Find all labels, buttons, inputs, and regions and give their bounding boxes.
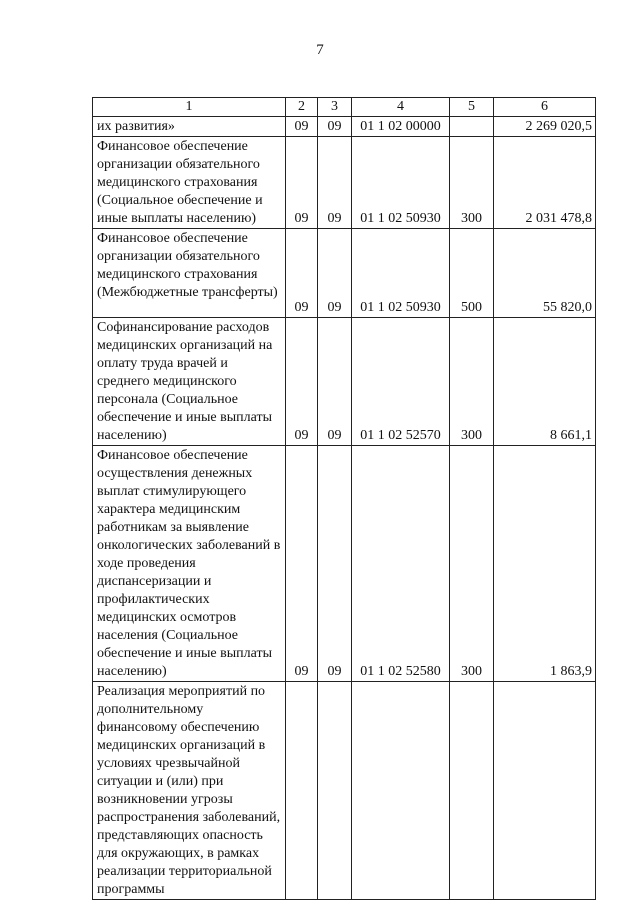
subsection-code: 09: [318, 229, 352, 318]
target-article-code: 01 1 02 50930: [352, 137, 450, 229]
subsection-code: 09: [318, 318, 352, 446]
section-code: 09: [286, 446, 318, 682]
subsection-code: 09: [318, 137, 352, 229]
expense-type-code: 300: [450, 318, 494, 446]
expense-type-code: [450, 117, 494, 137]
section-code: [286, 682, 318, 900]
target-article-code: 01 1 02 52570: [352, 318, 450, 446]
expense-name: их развития»: [93, 117, 286, 137]
header-cell: 3: [318, 98, 352, 117]
header-cell: 1: [93, 98, 286, 117]
header-cell: 5: [450, 98, 494, 117]
expense-name: Финансовое обеспечение осуществления денежных выплат стимулирующего характера медицинским работникам за выявление онкологических заболеваний в ходе проведения диспансеризации и профилактических медицинских осмотров населения (Социальное обеспечение и иные выплаты населению): [93, 446, 286, 682]
subsection-code: [318, 682, 352, 900]
table-row: [93, 682, 596, 900]
amount: 1 863,9: [494, 446, 596, 682]
table-row: [93, 446, 596, 682]
expense-type-code: 300: [450, 137, 494, 229]
expense-type-code: [450, 682, 494, 900]
expense-name: Софинансирование расходов медицинских организаций на оплату труда врачей и среднего медицинского персонала (Социальное обеспечение и иные выплаты населению): [93, 318, 286, 446]
expense-name: Финансовое обеспечение организации обязательного медицинского страхования (Социальное обеспечение и иные выплаты населению): [93, 137, 286, 229]
budget-table: [92, 97, 596, 900]
amount: 8 661,1: [494, 318, 596, 446]
section-code: 09: [286, 117, 318, 137]
section-code: 09: [286, 318, 318, 446]
amount: 55 820,0: [494, 229, 596, 318]
section-code: 09: [286, 137, 318, 229]
page-number: 7: [316, 42, 324, 58]
target-article-code: 01 1 02 52580: [352, 446, 450, 682]
target-article-code: 01 1 02 50930: [352, 229, 450, 318]
expense-type-code: 500: [450, 229, 494, 318]
subsection-code: 09: [318, 117, 352, 137]
expense-name: Реализация мероприятий по дополнительному финансовому обеспечению медицинских организаций в условиях чрезвычайной ситуации и (или) при возникновении угрозы распространения заболеваний, представляющих опасность для окружающих, в рамках реализации территориальной программы: [93, 682, 286, 900]
amount: 2 269 020,5: [494, 117, 596, 137]
header-cell: 2: [286, 98, 318, 117]
amount: 2 031 478,8: [494, 137, 596, 229]
amount: [494, 682, 596, 900]
header-cell: 6: [494, 98, 596, 117]
target-article-code: [352, 682, 450, 900]
subsection-code: 09: [318, 446, 352, 682]
table-row: [93, 318, 596, 446]
section-code: 09: [286, 229, 318, 318]
table-header-row: [93, 98, 596, 117]
header-cell: 4: [352, 98, 450, 117]
expense-name: Финансовое обеспечение организации обязательного медицинского страхования (Межбюджетные трансферты): [93, 229, 286, 318]
table-row: [93, 229, 596, 318]
target-article-code: 01 1 02 00000: [352, 117, 450, 137]
table-row: [93, 117, 596, 137]
expense-type-code: 300: [450, 446, 494, 682]
table-row: [93, 137, 596, 229]
